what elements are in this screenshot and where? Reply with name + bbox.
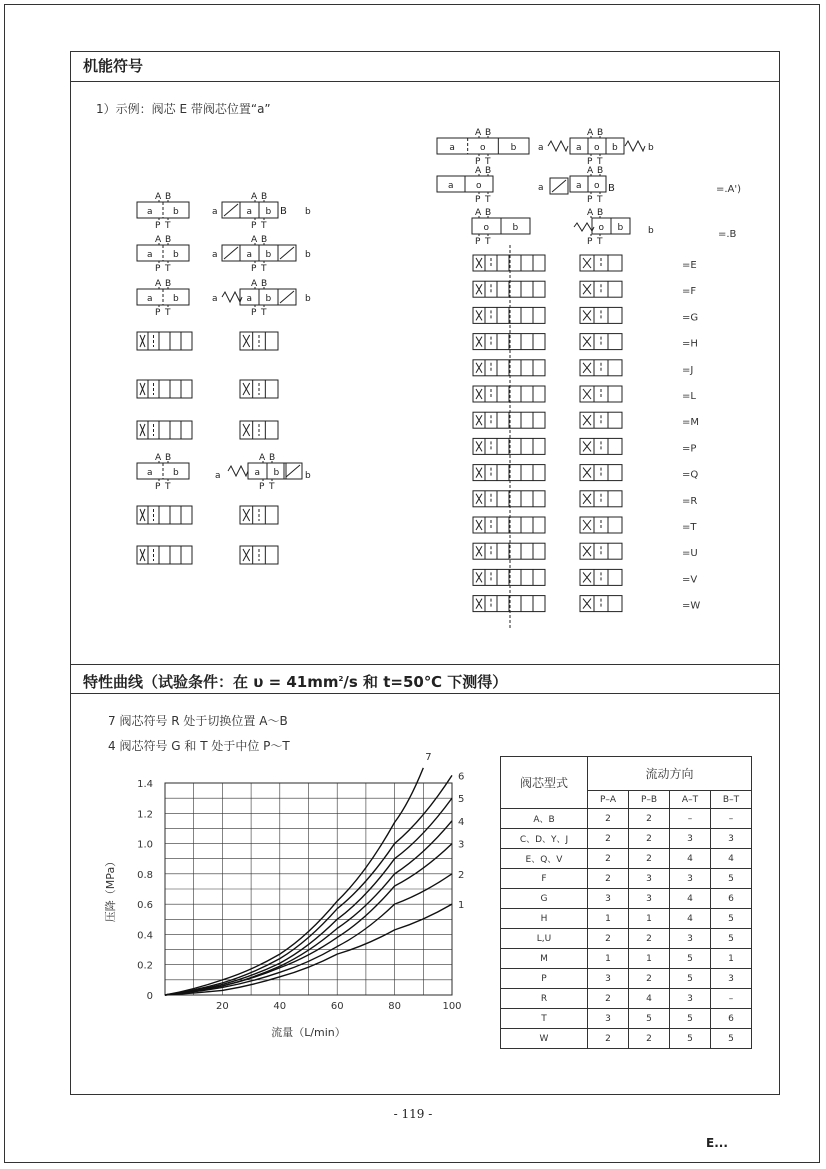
y-tick-label: 1.2 (137, 809, 153, 821)
table-cell: 5 (670, 949, 711, 969)
curve-label-5: 5 (458, 794, 465, 806)
table-row (501, 829, 752, 849)
table-row (501, 849, 752, 869)
pressure-drop-chart (96, 751, 466, 1060)
x-tick-label: 20 (216, 1001, 229, 1012)
spool-code-label: =W (682, 600, 701, 612)
table-row (501, 889, 752, 909)
section-title-symbols: 机能符号 (71, 52, 779, 82)
table-cell: 5 (670, 1029, 711, 1049)
table-row (501, 929, 752, 949)
table-row (501, 1029, 752, 1049)
table-cell: 3 (588, 889, 629, 909)
symbol-text: B (485, 166, 492, 176)
spool-curve-table (500, 756, 752, 1049)
table-col-header: P–B (629, 791, 670, 809)
table-cell: 2 (588, 929, 629, 949)
table-row (501, 989, 752, 1009)
symbol-text: B (165, 235, 172, 245)
symbol-text: b (305, 471, 311, 481)
symbol-text: b (305, 294, 311, 304)
y-tick-label: 0.4 (137, 930, 153, 942)
symbol-text: o (598, 223, 605, 233)
table-cell: 2 (588, 849, 629, 869)
symbol-text: P (155, 221, 161, 231)
table-header-type: 阀芯型式 (501, 757, 588, 809)
symbol-text: T (261, 308, 267, 318)
spool-code-label: =V (682, 574, 698, 586)
table-cell: 5 (670, 1009, 711, 1029)
table-col-header: B–T (711, 791, 752, 809)
spool-code-label: =Q (682, 469, 699, 481)
y-tick-label: 1.4 (137, 779, 153, 790)
table-col-header: A–T (670, 791, 711, 809)
symbol-text: T (261, 264, 267, 274)
symbol-text: T (485, 157, 491, 167)
symbol-text: T (165, 308, 171, 318)
table-cell: – (711, 809, 752, 829)
curve-line-7 (165, 768, 423, 995)
table-cell: 5 (629, 1009, 670, 1029)
symbol-text: B (280, 206, 287, 217)
symbol-text: a (576, 143, 582, 153)
table-cell: W (501, 1029, 588, 1049)
table-cell: 4 (629, 989, 670, 1009)
symbol-text: P (587, 195, 593, 205)
symbol-text: B (261, 235, 268, 245)
symbol-text: P (251, 221, 257, 231)
spring-symbol (228, 466, 248, 476)
symbol-text: A (155, 235, 162, 245)
table-cell: R (501, 989, 588, 1009)
symbol-text: a (246, 294, 253, 304)
curve-note-7: 7 阀芯符号 R 处于切换位置 A～B (108, 714, 288, 728)
publisher-logo: E... (706, 1136, 728, 1150)
symbol-text: o (480, 143, 486, 153)
table-cell: 2 (588, 809, 629, 829)
symbol-text: a (215, 471, 221, 481)
symbol-text: P (475, 157, 481, 167)
symbol-text: A (251, 279, 258, 289)
symbol-text: T (165, 221, 171, 231)
table-cell: 3 (670, 829, 711, 849)
symbol-box (137, 332, 192, 350)
symbol-text: B (608, 183, 615, 194)
symbol-text: o (594, 181, 600, 191)
y-tick-label: 0.8 (137, 869, 153, 881)
symbol-text: A (475, 128, 482, 138)
symbol-text: o (594, 143, 600, 153)
spool-code-label: =M (682, 417, 700, 429)
symbol-text: T (597, 237, 603, 247)
symbol-text: P (251, 308, 257, 318)
symbol-text: P (475, 195, 481, 205)
symbol-box (137, 546, 192, 564)
symbol-text: A (587, 208, 594, 218)
symbol-line (286, 465, 300, 477)
x-tick-label: 100 (442, 1001, 462, 1012)
symbol-text: A (259, 453, 266, 463)
table-cell: T (501, 1009, 588, 1029)
x-tick-label: 80 (388, 1001, 401, 1012)
symbol-text: a (576, 181, 582, 191)
symbol-box (137, 380, 192, 398)
table-cell: 4 (670, 889, 711, 909)
table-cell: 2 (588, 869, 629, 889)
curve-label-7: 7 (425, 751, 432, 763)
spring-symbol (222, 292, 242, 302)
symbol-line (280, 291, 294, 303)
table-row (501, 869, 752, 889)
symbol-text: a (147, 207, 153, 217)
symbol-text: b (305, 250, 311, 260)
x-axis-label: 流量（L/min） (271, 1026, 346, 1039)
symbol-text: P (155, 264, 161, 274)
table-cell: 4 (711, 849, 752, 869)
symbol-text: b (510, 143, 517, 153)
symbol-text: A (155, 192, 162, 202)
table-cell: 5 (711, 869, 752, 889)
table-row (501, 809, 752, 829)
spec-suffix: =.B (718, 229, 737, 240)
symbol-line (224, 204, 238, 216)
curve-label-6: 6 (458, 771, 465, 783)
symbol-text: a (246, 207, 253, 217)
symbol-text: P (587, 237, 593, 247)
table-cell: 5 (711, 929, 752, 949)
symbol-text: a (538, 183, 544, 193)
table-cell: 2 (629, 969, 670, 989)
symbol-text: P (259, 482, 265, 492)
table-cell: 1 (629, 909, 670, 929)
table-cell: 2 (629, 849, 670, 869)
y-tick-label: 0.2 (137, 960, 153, 972)
y-tick-label: 0 (146, 991, 153, 1002)
spool-code-label: =F (682, 286, 697, 298)
table-cell: 1 (588, 949, 629, 969)
symbol-text: b (648, 143, 654, 153)
table-cell: 2 (588, 989, 629, 1009)
spool-code-label: =H (682, 338, 698, 350)
symbol-text: a (212, 207, 218, 217)
table-cell: M (501, 949, 588, 969)
x-tick-label: 40 (273, 1001, 287, 1012)
symbol-text: b (617, 223, 624, 233)
table-cell: 5 (711, 1029, 752, 1049)
table-cell: 2 (629, 809, 670, 829)
y-tick-label: 0.6 (137, 900, 153, 912)
table-cell: 1 (588, 909, 629, 929)
table-cell: 1 (711, 949, 752, 969)
symbol-line (280, 247, 294, 259)
curve-label-3: 3 (458, 839, 465, 851)
symbol-text: P (155, 308, 161, 318)
symbol-text: B (165, 192, 172, 202)
x-tick-label: 60 (330, 1001, 344, 1012)
symbol-text: T (597, 157, 603, 167)
spool-code-label: =T (682, 522, 697, 533)
symbol-text: b (305, 207, 311, 217)
table-cell: 1 (629, 949, 670, 969)
table-cell: 2 (629, 1029, 670, 1049)
curve-note-4: 4 阀芯符号 G 和 T 处于中位 P～T (108, 739, 290, 753)
symbol-text: b (173, 250, 179, 260)
symbol-text: a (147, 294, 153, 304)
table-cell: G (501, 889, 588, 909)
table-cell: H (501, 909, 588, 929)
symbol-text: B (165, 453, 172, 463)
spool-code-label: =R (682, 495, 698, 507)
symbol-text: b (273, 468, 280, 478)
symbol-text: o (476, 181, 482, 191)
spring-symbol (548, 141, 568, 151)
symbol-text: A (587, 128, 594, 138)
symbol-line (224, 247, 238, 259)
table-cell: 2 (629, 929, 670, 949)
symbol-text: o (483, 223, 490, 233)
table-cell: 6 (711, 889, 752, 909)
symbol-text: T (597, 195, 603, 205)
symbol-text: A (251, 192, 258, 202)
table-cell: 3 (670, 929, 711, 949)
table-cell: E、Q、V (501, 849, 588, 869)
table-cell: 3 (670, 989, 711, 1009)
table-cell: 3 (711, 829, 752, 849)
symbol-text: b (648, 226, 654, 236)
symbol-text: b (173, 294, 179, 304)
symbol-text: a (147, 250, 153, 260)
symbol-text: A (475, 208, 482, 218)
symbol-text: T (165, 264, 171, 274)
symbol-text: A (155, 279, 162, 289)
table-cell: 5 (711, 909, 752, 929)
table-cell: 4 (670, 909, 711, 929)
symbol-text: a (212, 294, 218, 304)
spool-code-label: =P (682, 443, 697, 455)
table-cell: 2 (629, 829, 670, 849)
table-cell: 3 (629, 869, 670, 889)
symbol-text: b (512, 223, 519, 233)
table-row (501, 949, 752, 969)
symbol-text: b (173, 207, 179, 217)
table-cell: 2 (588, 1029, 629, 1049)
table-cell: 2 (588, 829, 629, 849)
symbol-text: B (597, 128, 604, 138)
symbol-text: B (165, 279, 172, 289)
symbol-text: T (165, 482, 171, 492)
table-cell: 3 (588, 969, 629, 989)
table-cell: L,U (501, 929, 588, 949)
symbol-text: a (147, 468, 153, 478)
symbol-box (137, 506, 192, 524)
symbol-text: B (269, 453, 276, 463)
symbol-text: a (254, 468, 261, 478)
symbol-text: B (485, 128, 492, 138)
section-title-curves: 特性曲线（试验条件：在 $\upsilon = 41mm^2/s$ 和 t=50℃ 下测得） (71, 664, 779, 694)
table-cell: 3 (629, 889, 670, 909)
table-cell: P (501, 969, 588, 989)
table-cell: F (501, 869, 588, 889)
symbol-text: T (485, 237, 491, 247)
table-cell: C、D、Y、J (501, 829, 588, 849)
symbol-text: A (587, 166, 594, 176)
symbol-text: A (155, 453, 162, 463)
spool-code-label: =J (682, 364, 694, 376)
symbol-text: A (475, 166, 482, 176)
spool-code-label: =L (682, 391, 696, 402)
symbol-text: P (155, 482, 161, 492)
symbol-line (552, 180, 566, 192)
table-header-flow: 流动方向 (588, 757, 752, 791)
symbol-text: B (597, 166, 604, 176)
symbol-text: P (475, 237, 481, 247)
symbol-text: b (265, 250, 272, 260)
y-tick-label: 1.0 (137, 839, 153, 851)
curve-label-2: 2 (458, 869, 465, 881)
symbol-text: T (269, 482, 275, 492)
symbol-text: b (265, 294, 272, 304)
symbol-text: b (173, 468, 179, 478)
symbol-text: B (261, 192, 268, 202)
symbol-text: a (212, 250, 218, 260)
table-cell: A、B (501, 809, 588, 829)
spring-symbol (574, 223, 594, 231)
symbol-text: a (246, 250, 253, 260)
y-axis-label: 压降（MPa） (104, 855, 117, 923)
spool-code-label: =G (682, 312, 699, 324)
symbol-text: b (265, 207, 272, 217)
example-caption: 1）示例：阀芯 E 带阀芯位置“a” (96, 102, 271, 116)
symbol-text: A (251, 235, 258, 245)
table-row (501, 969, 752, 989)
table-cell: 3 (670, 869, 711, 889)
table-cell: – (670, 809, 711, 829)
table-row (501, 909, 752, 929)
spec-suffix: =.A') (716, 184, 742, 195)
symbol-text: a (538, 143, 544, 153)
table-cell: 4 (670, 849, 711, 869)
symbol-text: a (449, 143, 455, 153)
table-cell: 5 (670, 969, 711, 989)
curve-label-1: 1 (458, 900, 465, 912)
table-row (501, 1009, 752, 1029)
symbol-text: T (485, 195, 491, 205)
symbol-box (137, 421, 192, 439)
symbol-text: B (485, 208, 492, 218)
symbol-text: T (261, 221, 267, 231)
table-cell: 6 (711, 1009, 752, 1029)
spool-code-label: =U (682, 548, 698, 560)
page-number: - 119 - (393, 1107, 433, 1121)
symbol-text: B (261, 279, 268, 289)
table-cell: – (711, 989, 752, 1009)
table-col-header: P–A (588, 791, 629, 809)
spring-symbol (625, 141, 645, 151)
symbol-text: a (448, 181, 454, 191)
symbol-text: B (597, 208, 604, 218)
symbol-text: P (587, 157, 593, 167)
spool-code-label: =E (682, 260, 697, 271)
curve-label-4: 4 (458, 816, 465, 828)
symbol-text: P (251, 264, 257, 274)
table-cell: 3 (711, 969, 752, 989)
table-cell: 3 (588, 1009, 629, 1029)
symbol-text: b (612, 143, 618, 153)
